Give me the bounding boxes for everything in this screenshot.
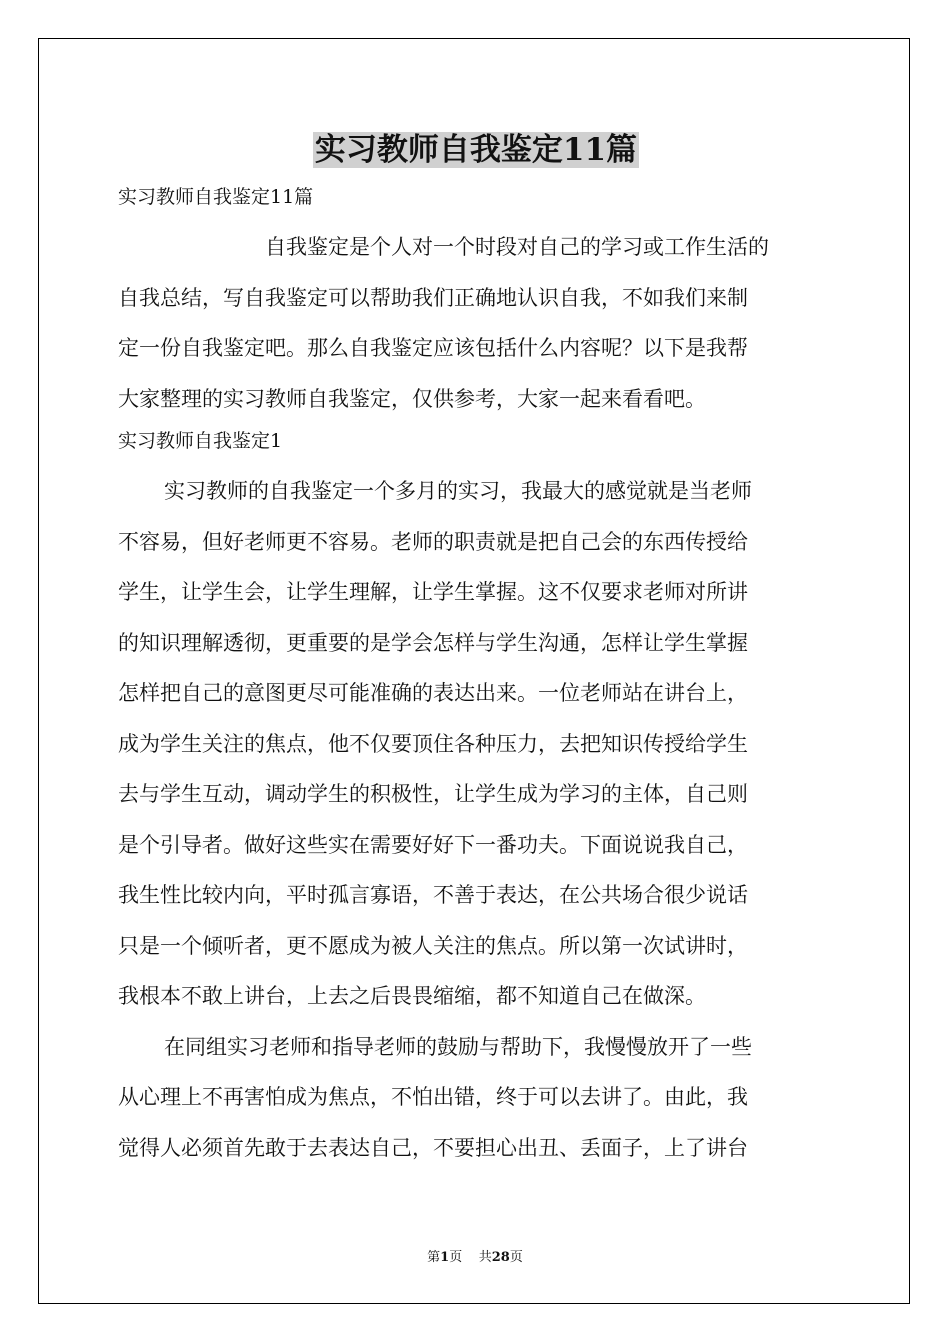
footer-total-prefix: 共: [478, 1250, 492, 1265]
section1-paragraph-2: [118, 1022, 834, 1174]
footer-page-prefix: 第: [427, 1250, 441, 1265]
intro-line: 自我鉴定是个人对一个时段对自己的学习或工作生活的: [265, 235, 769, 259]
section1-paragraph-1: [118, 466, 834, 1022]
page-footer: [0, 1246, 950, 1265]
paragraph-line: 学生，让学生会，让学生理解，让学生掌握。这不仅要求老师对所讲: [118, 580, 748, 604]
document-title: [118, 124, 834, 176]
section-heading: 实习教师自我鉴定1: [118, 430, 283, 452]
intro-line: 大家整理的实习教师自我鉴定，仅供参考，大家一起来看看吧。: [118, 386, 706, 411]
paragraph-line: 从心理上不再害怕成为焦点，不怕出错，终于可以去讲了。由此，我: [118, 1085, 748, 1109]
paragraph-line: 不容易，但好老师更不容易。老师的职责就是把自己会的东西传授给: [118, 529, 748, 554]
document-title-text: 实习教师自我鉴定11篇: [314, 132, 638, 168]
document-body: [118, 124, 834, 1173]
footer-page-suffix: 页: [449, 1250, 463, 1265]
paragraph-line: 的知识理解透彻，更重要的是学会怎样与学生沟通，怎样让学生掌握: [118, 630, 748, 655]
document-subtitle: 实习教师自我鉴定11篇: [118, 186, 314, 208]
paragraph-line: 在同组实习老师和指导老师的鼓励与帮助下，我慢慢放开了一些: [164, 1034, 752, 1059]
paragraph-line: 我生性比较内向，平时孤言寡语，不善于表达，在公共场合很少说话: [118, 883, 748, 907]
paragraph-line: 只是一个倾听者，更不愿成为被人关注的焦点。所以第一次试讲时，: [118, 933, 748, 958]
paragraph-line: 怎样把自己的意图更尽可能准确的表达出来。一位老师站在讲台上，: [118, 681, 748, 705]
paragraph-line: 是个引导者。做好这些实在需要好好下一番功夫。下面说说我自己，: [118, 832, 748, 857]
paragraph-line: 成为学生关注的焦点，他不仅要顶住各种压力，去把知识传授给学生: [118, 731, 748, 756]
paragraph-line: 我根本不敢上讲台，上去之后畏畏缩缩，都不知道自己在做深。: [118, 984, 706, 1008]
footer-page-number: 1: [440, 1250, 450, 1265]
intro-line: 自我总结，写自我鉴定可以帮助我们正确地认识自我，不如我们来制: [118, 285, 748, 310]
paragraph-line: 去与学生互动，调动学生的积极性，让学生成为学习的主体，自己则: [118, 782, 748, 806]
intro-line: 定一份自我鉴定吧。那么自我鉴定应该包括什么内容呢？以下是我帮: [118, 336, 748, 360]
paragraph-line: 觉得人必须首先敢于去表达自己，不要担心出丑、丢面子，上了讲台: [118, 1135, 748, 1160]
paragraph-line: 实习教师的自我鉴定一个多月的实习，我最大的感觉就是当老师: [164, 479, 752, 503]
footer-total-suffix: 页: [509, 1250, 523, 1265]
footer-total-pages: 28: [491, 1250, 510, 1265]
intro-paragraph: [118, 222, 834, 424]
